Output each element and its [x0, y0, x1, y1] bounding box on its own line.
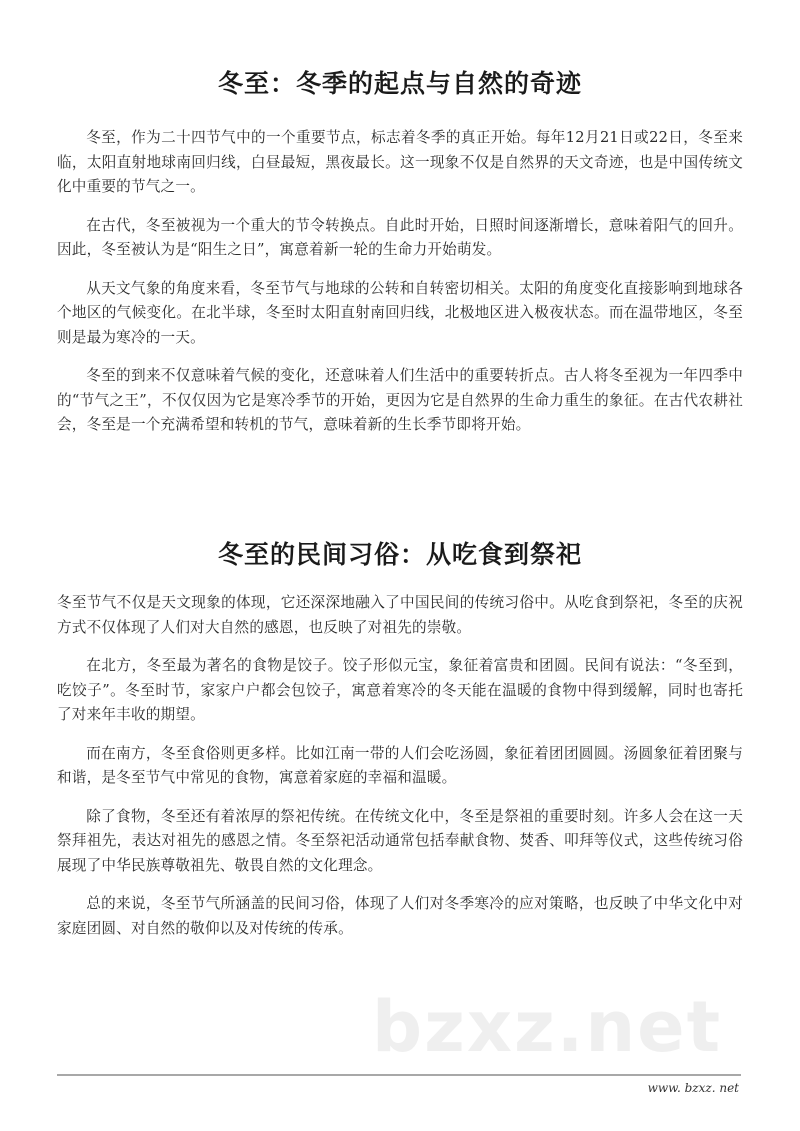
- paragraph: 冬至，作为二十四节气中的一个重要节点，标志着冬季的真正开始。每年12月21日或22日，冬至来临，太阳直射地球南回归线，白昼最短，黑夜最长。这一现象不仅是自然界的天文奇迹，也是中国传统文化中重要的节气之一。: [57, 129, 743, 195]
- section-folk-customs: [57, 535, 743, 955]
- paragraph: 冬至节气不仅是天文现象的体现，它还深深地融入了中国民间的传统习俗中。从吃食到祭祀，冬至的庆祝方式不仅体现了人们对大自然的感恩，也反映了对祖先的崇敬。: [57, 594, 743, 636]
- section-title: 冬至：冬季的起点与自然的奇迹: [217, 69, 582, 98]
- paragraph: 冬至的到来不仅意味着气候的变化，还意味着人们生活中的重要转折点。古人将冬至视为一年四季中的“节气之王”，不仅仅因为它是寒冷季节的开始，更因为它是自然界的生命力重生的象征。在古代农耕社会，冬至是一个充满希望和转机的节气，意味着新的生长季节即将开始。: [57, 367, 743, 433]
- paragraph: 除了食物，冬至还有着浓厚的祭祀传统。在传统文化中，冬至是祭祖的重要时刻。许多人会在这一天祭拜祖先，表达对祖先的感恩之情。冬至祭祀活动通常包括奉献食物、焚香、叩拜等仪式，这些传统习俗展现了中华民族尊敬祖先、敬畏自然的文化理念。: [57, 807, 743, 874]
- section-title: 冬至的民间习俗：从吃食到祭祀: [217, 540, 582, 569]
- footer-url: www. bzxz. net: [647, 1081, 739, 1095]
- paragraph: 总的来说，冬至节气所涵盖的民间习俗，体现了人们对冬季寒冷的应对策略，也反映了中华文化中对家庭团圆、对自然的敬仰以及对传统的传承。: [57, 895, 743, 937]
- paragraph: 而在南方，冬至食俗则更多样。比如江南一带的人们会吃汤圆，象征着团团圆圆。汤圆象征着团聚与和谐，是冬至节气中常见的食物，寓意着家庭的幸福和温暖。: [57, 744, 743, 786]
- paragraph: 在古代，冬至被视为一个重大的节令转换点。自此时开始，日照时间逐渐增长，意味着阳气的回升。因此，冬至被认为是“阳生之日”，寓意着新一轮的生命力开始萌发。: [57, 216, 743, 258]
- footer-divider: [57, 1074, 741, 1076]
- paragraph: 在北方，冬至最为著名的食物是饺子。饺子形似元宝，象征着富贵和团圆。民间有说法：“冬至到，吃饺子”。冬至时节，家家户户都会包饺子，寓意着寒冷的冬天能在温暖的食物中得到缓解，同时也寄托了对来年丰收的期望。: [57, 657, 743, 723]
- paragraph: 从天文气象的角度来看，冬至节气与地球的公转和自转密切相关。太阳的角度变化直接影响到地球各个地区的气候变化。在北半球，冬至时太阳直射南回归线，北极地区进入极夜状态。而在温带地区，冬至则是最为寒冷的一天。: [57, 279, 743, 346]
- section-winter-solstice-intro: [57, 64, 743, 452]
- watermark: bzxz.net: [372, 986, 723, 1068]
